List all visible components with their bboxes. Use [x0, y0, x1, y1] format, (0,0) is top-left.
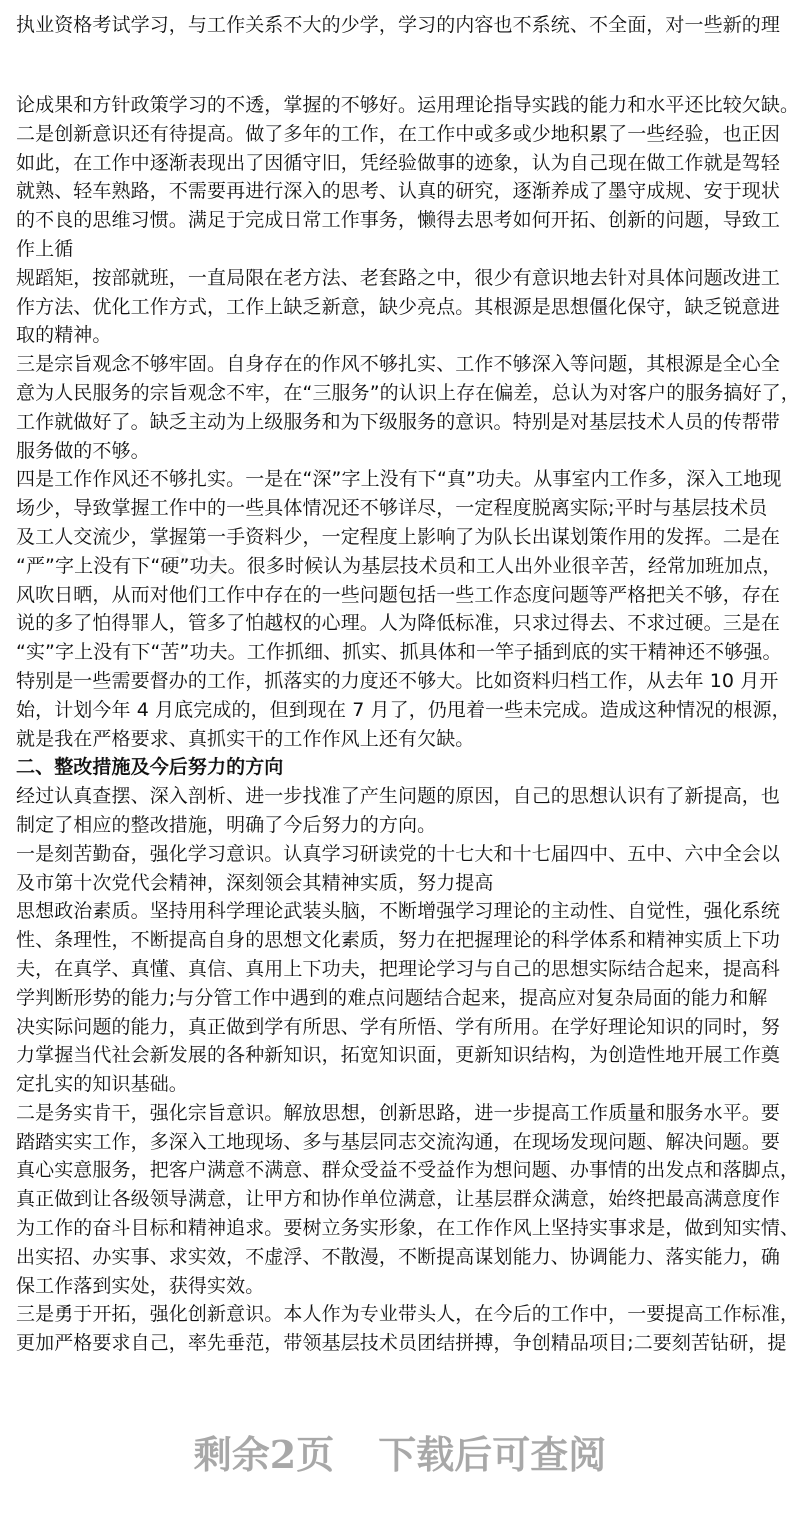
document-line: 真心实意服务，把客户满意不满意、群众受益不受益作为想问题、办事情的出发点和落脚点， [16, 1159, 800, 1182]
document-line: 执业资格考试学习，与工作关系不大的少学，学习的内容也不系统、不全面，对一些新的理 [16, 14, 781, 36]
document-line: 决实际问题的能力，真正做到学有所思、学有所悟、学有所用。在学好理论知识的同时，努 [16, 1015, 781, 1038]
document-line: 的不良的思维习惯。满足于完成日常工作事务，懒得去思考如何开拓、创新的问题，导致工 [16, 209, 781, 232]
document-line: 特别是一些需要督办的工作，抓落实的力度还不够大。比如资料归档工作，从去年 10 月开 [16, 669, 779, 692]
document-line: 风吹日晒，从而对他们工作中存在的一些问题包括一些工作态度问题等严格把关不够，存在 [16, 583, 781, 606]
document-line: 二是创新意识还有待提高。做了多年的工作，在工作中或多或少地积累了一些经验，也正因 [16, 122, 781, 145]
document-line: 三是宗旨观念不够牢固。自身存在的作风不够扎实、工作不够深入等问题，其根源是全心全 [16, 353, 781, 376]
download-prompt[interactable] [0, 1424, 800, 1479]
document-line: 力掌握当代社会新发展的各种新知识，拓宽知识面，更新知识结构，为创造性地开展工作奠 [16, 1044, 781, 1067]
document-line: 及工人交流少，掌握第一手资料少，一定程度上影响了为队长出谋划策作用的发挥。二是在 [16, 525, 781, 548]
document-line: “实”字上没有下“苦”功夫。工作抓细、抓实、抓具体和一竿子插到底的实干精神还不够强。 [16, 641, 782, 664]
download-to-view-label[interactable]: 下载后可查阅 [378, 1432, 607, 1477]
document-line: 意为人民服务的宗旨观念不牢，在“三服务”的认识上存在偏差，总认为对客户的服务搞好了， [16, 381, 800, 404]
document-body [0, 91, 800, 1358]
document-line: 制定了相应的整改措施，明确了今后努力的方向。 [16, 813, 437, 836]
document-line: 二是务实肯干，强化宗旨意识。解放思想，创新思路，进一步提高工作质量和服务水平。要 [16, 1101, 781, 1124]
document-line: 就熟、轻车熟路，不需要再进行深入的思考、认真的研究，逐渐养成了墨守成规、安于现状 [16, 180, 781, 203]
document-line: 就是我在严格要求、真抓实干的工作作风上还有欠缺。 [16, 727, 475, 750]
document-line: 保工作落到实处，获得实效。 [16, 1274, 265, 1297]
document-line: 真正做到让各级领导满意，让甲方和协作单位满意，让基层群众满意，始终把最高满意度作 [16, 1188, 781, 1211]
document-line: 更加严格要求自己，率先垂范，带领基层技术员团结拼搏，争创精品项目;二要刻苦钻研，提 [16, 1332, 787, 1355]
document-line: 论成果和方针政策学习的不透，掌握的不够好。运用理论指导实践的能力和水平还比较欠缺。 [16, 94, 800, 116]
document-line: 工作就做好了。缺乏主动为上级服务和为下级服务的意识。特别是对基层技术人员的传帮带 [16, 410, 781, 433]
document-line: 四是工作作风还不够扎实。一是在“深”字上没有下“真”功夫。从事室内工作多，深入工地现 [16, 468, 782, 491]
document-line: 定扎实的知识基础。 [16, 1073, 188, 1096]
document-line: 作上循 [16, 237, 74, 260]
document-line: 出实招、办实事、求实效，不虚浮、不散漫，不断提高谋划能力、协调能力、落实能力，确 [16, 1245, 781, 1268]
document-line: “严”字上没有下“硬”功夫。很多时候认为基层技术员和工人出外业很辛苦，经常加班加点， [16, 554, 782, 577]
document-line: 说的多了怕得罪人，管多了怕越权的心理。人为降低标准，只求过得去、不求过硬。三是在 [16, 612, 781, 635]
remaining-pages-label: 剩余2页 [193, 1432, 335, 1477]
document-line: 如此，在工作中逐渐表现出了因循守旧，凭经验做事的迹象，认为自己现在做工作就是驾轻 [16, 151, 781, 174]
document-line: 及市第十次党代会精神，深刻领会其精神实质，努力提高 [16, 871, 494, 894]
document-line: 踏踏实实工作，多深入工地现场、多与基层同志交流沟通，在现场发现问题、解决问题。要 [16, 1130, 781, 1153]
document-line: 场少，导致掌握工作中的一些具体情况还不够详尽，一定程度脱离实际;平时与基层技术员 [16, 497, 768, 520]
document-line: 规蹈矩，按部就班，一直局限在老方法、老套路之中，很少有意识地去针对具体问题改进工 [16, 266, 781, 289]
document-line: 始，计划今年 4 月底完成的，但到现在 7 月了，仍甩着一些未完成。造成这种情况的根源， [16, 698, 791, 721]
document-line: 服务做的不够。 [16, 439, 150, 462]
document-line: 性、条理性，不断提高自身的思想文化素质，努力在把握理论的科学体系和精神实质上下功 [16, 929, 781, 952]
document-line: 取的精神。 [16, 324, 112, 347]
document-line: 三是勇于开拓，强化创新意识。本人作为专业带头人，在今后的工作中，一要提高工作标准， [16, 1303, 800, 1326]
section-heading: 二、整改措施及今后努力的方向 [16, 756, 284, 779]
document-line: 一是刻苦勤奋，强化学习意识。认真学习研读党的十七大和十七届四中、五中、六中全会以 [16, 842, 781, 865]
document-line: 为工作的奋斗目标和精神追求。要树立务实形象，在工作作风上坚持实事求是，做到知实情、 [16, 1217, 800, 1240]
document-line: 经过认真查摆、深入剖析、进一步找准了产生问题的原因，自己的思想认识有了新提高，也 [16, 785, 781, 808]
document-line: 思想政治素质。坚持用科学理论武装头脑，不断增强学习理论的主动性、自觉性，强化系统 [16, 900, 781, 923]
document-line: 作方法、优化工作方式，工作上缺乏新意，缺少亮点。其根源是思想僵化保守，缺乏锐意进 [16, 295, 781, 318]
document-line: 学判断形势的能力;与分管工作中遇到的难点问题结合起来，提高应对复杂局面的能力和解 [16, 986, 768, 1009]
document-line: 夫，在真学、真懂、真信、真用上下功夫，把理论学习与自己的思想实际结合起来，提高科 [16, 957, 781, 980]
